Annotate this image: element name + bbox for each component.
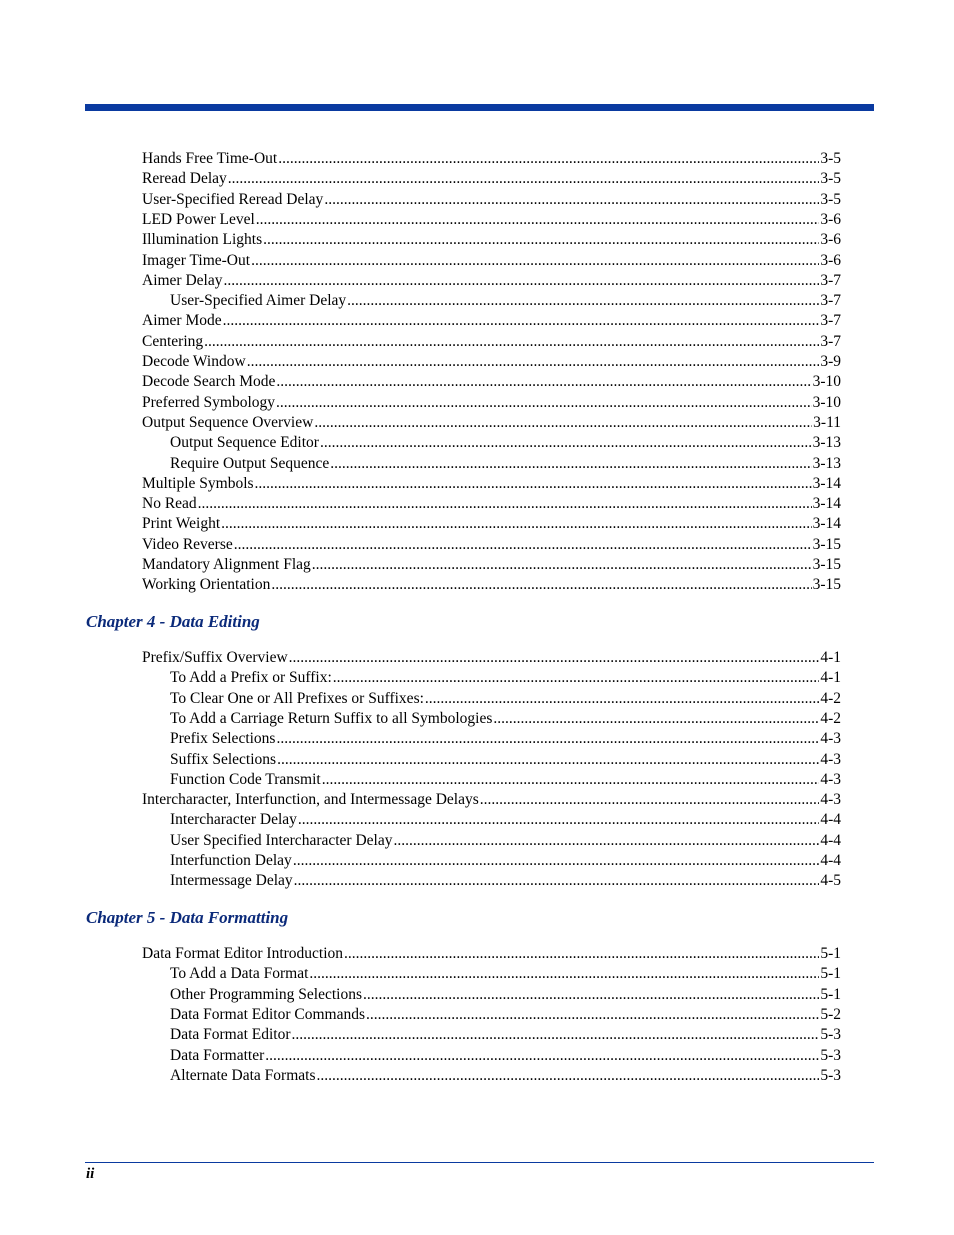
toc-entry[interactable] (170, 810, 841, 830)
toc-entry-title: Data Format Editor Introduction (142, 945, 344, 962)
toc-dot-leader (393, 831, 819, 851)
toc-entry-title: Alternate Data Formats (170, 1066, 316, 1084)
toc-entry-title: Other Programming Selections (170, 985, 362, 1003)
toc-entry-page: 4-3 (820, 730, 841, 748)
toc-entry-title: Decode Window (142, 353, 246, 370)
toc-entry-title: Intercharacter, Interfunction, and Intermessage Delays (142, 791, 479, 809)
toc-entry[interactable] (170, 291, 841, 311)
toc-entry-page: 3-15 (812, 556, 841, 573)
toc-entry[interactable] (142, 494, 841, 514)
toc-dot-leader (293, 851, 820, 871)
toc-entry-page: 5-1 (820, 965, 841, 983)
toc-entry[interactable] (142, 648, 841, 668)
toc-entry[interactable] (142, 230, 841, 250)
toc-entry-page: 3-14 (812, 515, 841, 533)
toc-entry[interactable] (142, 944, 841, 964)
toc-dot-leader (251, 251, 819, 271)
toc-entry[interactable] (142, 535, 841, 555)
toc-dot-leader (294, 871, 820, 891)
toc-dot-leader (276, 729, 819, 749)
toc-entry-page: 3-13 (812, 434, 841, 452)
toc-entry[interactable] (142, 790, 841, 810)
toc-dot-leader (363, 985, 819, 1005)
toc-entry-title: User Specified Intercharacter Delay (170, 831, 393, 849)
toc-dot-leader (223, 311, 820, 331)
toc-entry[interactable] (170, 964, 841, 984)
toc-entry-title: Function Code Transmit (170, 770, 321, 788)
footer-rule (85, 1162, 874, 1163)
footer-page-number: ii (86, 1166, 95, 1182)
toc-entry-title: Multiple Symbols (142, 474, 254, 492)
toc-entry-page: 4-5 (820, 872, 841, 890)
toc-entry-page: 5-3 (820, 1026, 841, 1044)
toc-entry-page: 3-15 (812, 576, 841, 594)
toc-dot-leader (330, 454, 811, 474)
toc-entry-title: Prefix/Suffix Overview (142, 649, 288, 666)
toc-entry-page: 4-1 (820, 669, 841, 687)
toc-entry-title: User-Specified Aimer Delay (170, 292, 347, 310)
toc-entry-title: To Add a Carriage Return Suffix to all Symbologies (170, 709, 493, 727)
toc-dot-leader (324, 190, 819, 210)
toc-entry-page: 3-7 (820, 292, 841, 310)
toc-entry[interactable] (170, 433, 841, 453)
toc-entry[interactable] (170, 985, 841, 1005)
toc-entry-page: 3-7 (820, 312, 841, 330)
chapter-4-heading: Chapter 4 - Data Editing (86, 612, 260, 631)
toc-entry-title: Data Format Editor (170, 1026, 291, 1044)
toc-entry[interactable] (142, 474, 841, 494)
toc-entry-title: Data Formatter (170, 1046, 265, 1064)
toc-dot-leader (480, 790, 820, 810)
toc-entry[interactable] (142, 372, 841, 392)
toc-entry-page: 3-5 (820, 150, 841, 167)
toc-entry-page: 4-4 (820, 831, 841, 849)
toc-entry[interactable] (170, 709, 841, 729)
toc-entry-title: Intermessage Delay (170, 872, 293, 890)
toc-entry-title: Output Sequence Editor (170, 434, 319, 452)
toc-entry[interactable] (142, 271, 841, 291)
toc-dot-leader (263, 230, 819, 250)
toc-entry-title: To Clear One or All Prefixes or Suffixes: (170, 689, 424, 707)
toc-entry-title: Require Output Sequence (170, 454, 330, 472)
toc-entry-title: Mandatory Alignment Flag (142, 556, 311, 573)
toc-entry-title: Suffix Selections (170, 750, 277, 768)
toc-dot-leader (312, 555, 812, 575)
toc-dot-leader (314, 413, 812, 433)
toc-entry[interactable] (170, 871, 841, 891)
toc-dot-leader (228, 169, 820, 189)
toc-entry-page: 3-9 (820, 353, 841, 370)
toc-dot-leader (247, 352, 820, 372)
toc-dot-leader (347, 291, 819, 311)
toc-entry[interactable] (170, 750, 841, 770)
toc-entry[interactable] (170, 668, 841, 688)
toc-entry-page: 4-3 (820, 770, 841, 788)
toc-dot-leader (276, 393, 812, 413)
toc-entry[interactable] (142, 514, 841, 534)
toc-entry-title: User-Specified Reread Delay (142, 190, 324, 208)
toc-entry[interactable] (142, 149, 841, 169)
toc-entry-title: Print Weight (142, 515, 221, 533)
toc-entry[interactable] (170, 454, 841, 474)
toc-entry-page: 5-2 (820, 1005, 841, 1023)
toc-entry-title: Video Reverse (142, 535, 233, 553)
toc-entry-page: 4-1 (820, 649, 841, 666)
toc-dot-leader (234, 535, 812, 555)
toc-entry[interactable] (142, 190, 841, 210)
toc-dot-leader (298, 810, 819, 830)
toc-entry[interactable] (142, 169, 841, 189)
toc-entry[interactable] (170, 729, 841, 749)
toc-dot-leader (277, 750, 819, 770)
toc-entry-title: To Add a Data Format (170, 965, 309, 983)
toc-dot-leader (322, 770, 820, 790)
toc-entry[interactable] (170, 1025, 841, 1045)
toc-dot-leader (493, 709, 819, 729)
toc-dot-leader (265, 1046, 819, 1066)
toc-entry-page: 3-5 (820, 170, 841, 188)
toc-entry-title: Aimer Mode (142, 312, 222, 330)
toc-entry-title: Preferred Symbology (142, 393, 276, 411)
toc-dot-leader (333, 668, 820, 688)
toc-entry-title: Output Sequence Overview (142, 413, 314, 431)
toc-entry-title: LED Power Level (142, 210, 255, 228)
toc-entry-title: Interfunction Delay (170, 852, 292, 869)
toc-dot-leader (309, 964, 819, 984)
header-rule (85, 104, 874, 111)
toc-entry-page: 3-6 (820, 210, 841, 228)
toc-entry-title: Prefix Selections (170, 730, 276, 748)
toc-dot-leader (320, 433, 812, 453)
toc-entry-page: 3-13 (812, 454, 841, 472)
toc-entry-page: 3-14 (812, 474, 841, 492)
toc-entry[interactable] (142, 332, 841, 352)
toc-dot-leader (316, 1066, 819, 1086)
toc-dot-leader (278, 149, 819, 169)
toc-entry[interactable] (170, 770, 841, 790)
toc-entry[interactable] (142, 352, 841, 372)
toc-entry[interactable] (170, 1046, 841, 1066)
toc-entry-page: 5-3 (820, 1046, 841, 1064)
toc-entry-page: 3-15 (812, 535, 841, 553)
toc-entry[interactable] (142, 555, 841, 575)
toc-entry-page: 4-2 (820, 689, 841, 707)
toc-entry-page: 3-11 (813, 413, 841, 431)
toc-entry-page: 4-3 (820, 791, 841, 809)
toc-entry[interactable] (170, 1005, 841, 1025)
toc-entry-page: 3-14 (812, 495, 841, 513)
toc-entry[interactable] (142, 311, 841, 331)
toc-entry-title: Aimer Delay (142, 271, 223, 289)
toc-entry-page: 3-7 (820, 332, 841, 350)
toc-entry[interactable] (142, 251, 841, 271)
toc-dot-leader (221, 514, 811, 534)
toc-entry-page: 3-10 (812, 373, 841, 391)
toc-entry-title: Intercharacter Delay (170, 811, 297, 829)
toc-entry-page: 3-6 (820, 231, 841, 249)
toc-entry[interactable] (170, 851, 841, 871)
toc-entry-title: No Read (142, 495, 197, 513)
toc-dot-leader (204, 332, 819, 352)
toc-entry-page: 4-4 (820, 852, 841, 869)
toc-entry[interactable] (142, 575, 841, 595)
toc-entry-page: 4-4 (820, 811, 841, 829)
toc-entry-title: To Add a Prefix or Suffix: (170, 669, 332, 687)
toc-entry-page: 3-6 (820, 251, 841, 269)
toc-dot-leader (223, 271, 819, 291)
toc-entry-title: Data Format Editor Commands (170, 1005, 366, 1023)
toc-dot-leader (366, 1005, 819, 1025)
toc-entry-page: 3-7 (820, 271, 841, 289)
toc-entry-title: Decode Search Mode (142, 373, 276, 391)
toc-entry-page: 3-5 (820, 190, 841, 208)
toc-entry-page: 5-1 (820, 985, 841, 1003)
toc-entry[interactable] (170, 831, 841, 851)
toc-entry-title: Illumination Lights (142, 231, 263, 249)
toc-entry[interactable] (142, 393, 841, 413)
toc-entry[interactable] (170, 1066, 841, 1086)
chapter-5-heading: Chapter 5 - Data Formatting (86, 908, 289, 927)
toc-entry-title: Hands Free Time-Out (142, 150, 278, 167)
toc-entry-title: Reread Delay (142, 170, 227, 188)
toc-entry-page: 5-1 (820, 945, 841, 962)
toc-entry-page: 3-10 (812, 393, 841, 411)
toc-dot-leader (198, 494, 812, 514)
toc-entry-page: 4-3 (820, 750, 841, 768)
toc-dot-leader (292, 1025, 820, 1045)
toc-dot-leader (344, 944, 819, 964)
toc-entry-title: Centering (142, 332, 204, 350)
toc-entry-page: 5-3 (820, 1066, 841, 1084)
toc-dot-leader (271, 575, 811, 595)
toc-entry-title: Working Orientation (142, 576, 271, 594)
toc-entry[interactable] (142, 210, 841, 230)
toc-dot-leader (425, 689, 819, 709)
toc-entry[interactable] (170, 689, 841, 709)
toc-dot-leader (255, 474, 812, 494)
toc-entry-page: 4-2 (820, 709, 841, 727)
toc-dot-leader (289, 648, 820, 668)
toc-dot-leader (276, 372, 811, 392)
toc-dot-leader (256, 210, 820, 230)
toc-entry-title: Imager Time-Out (142, 251, 251, 269)
toc-entry[interactable] (142, 413, 841, 433)
